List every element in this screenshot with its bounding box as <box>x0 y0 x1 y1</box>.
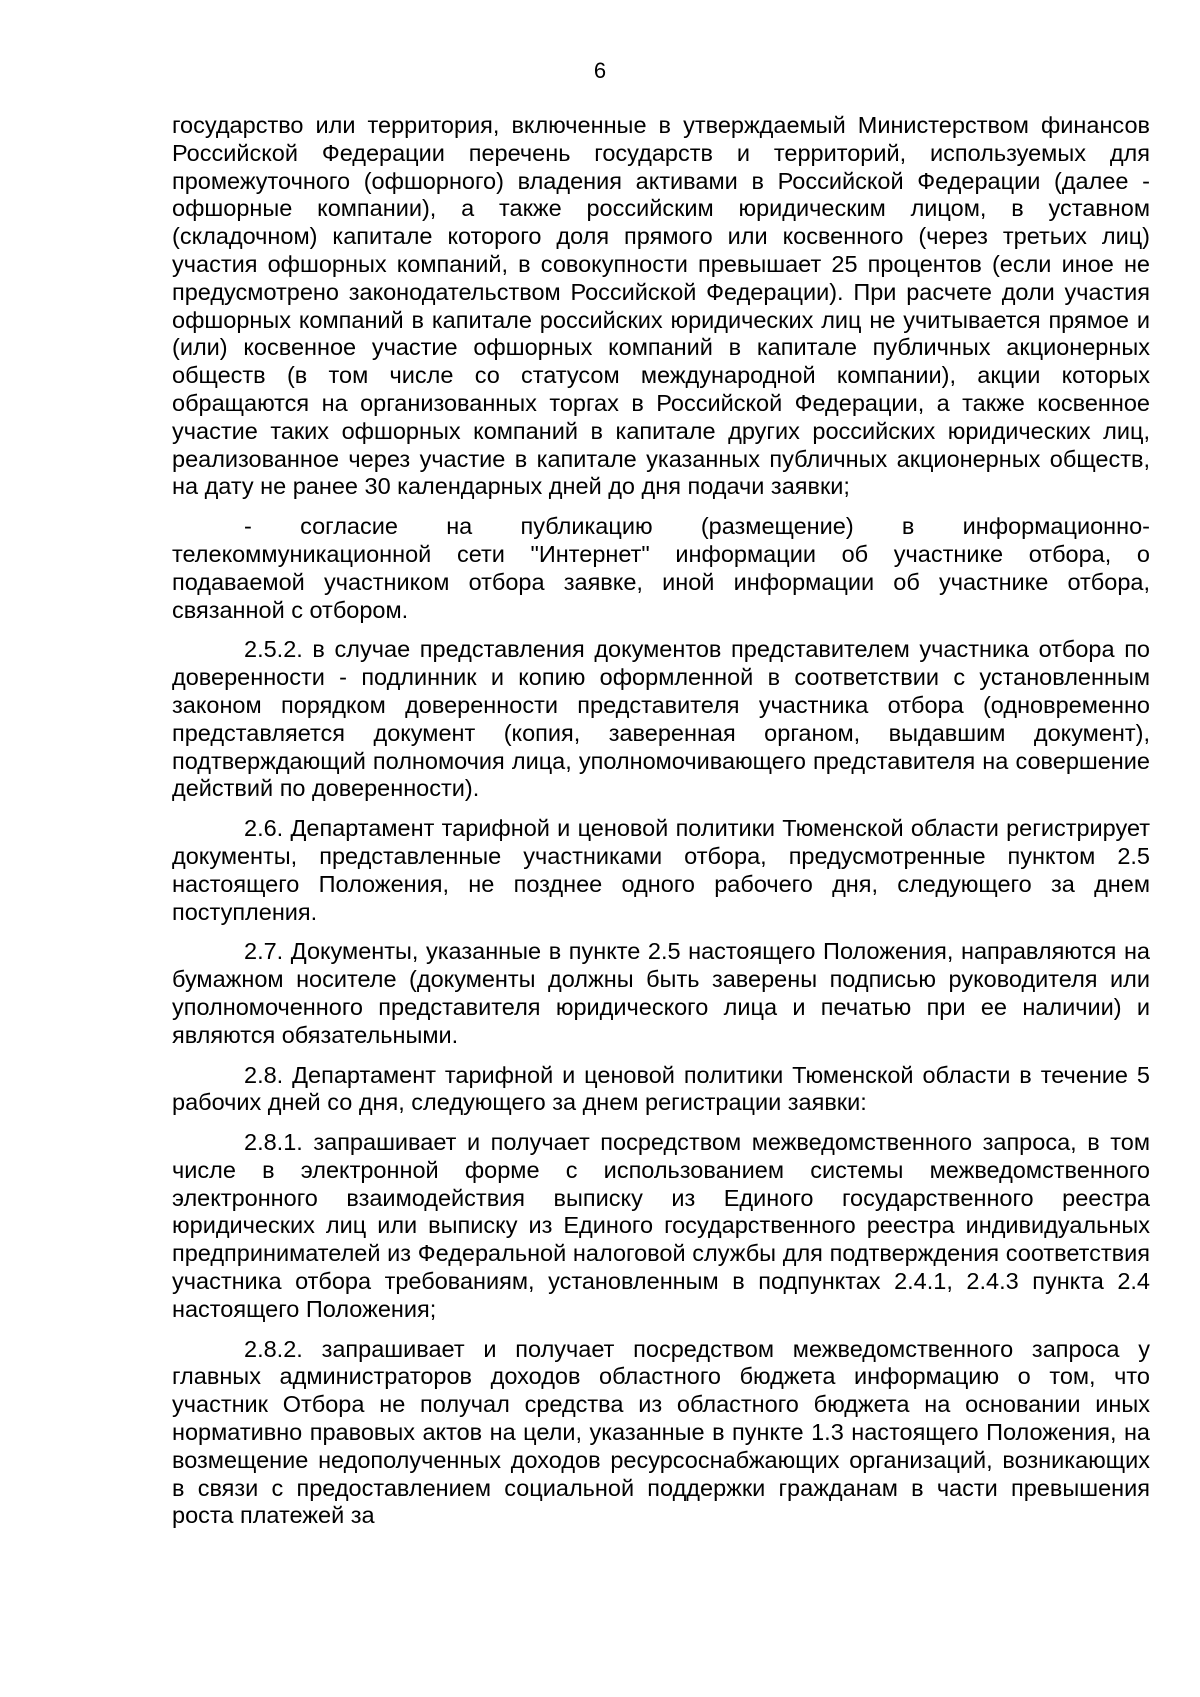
paragraph-offshore-companies: государство или территория, включенные в утверждаемый Министерством финансов Российской Федерации перечень государств и территорий, используемых для промежуточного (офшорного) владения активами в Российской Федерации (далее - офшорные компании), а также российским юридическим лицом, в уставном (складочном) капитале которого доля прямого или косвенного (через третьих лиц) участия офшорных компаний, в совокупности превышает 25 процентов (если иное не предусмотрено законодательством Российской Федерации). При расчете доли участия офшорных компаний в капитале российских юридических лиц не учитывается прямое и (или) косвенное участие офшорных компаний в капитале публичных акционерных обществ (в том числе со статусом международной компании), акции которых обращаются на организованных торгах в Российской Федерации, а также косвенное участие таких офшорных компаний в капитале других российских юридических лиц, реализованное через участие в капитале указанных публичных акционерных обществ, на дату не ранее 30 календарных дней до дня подачи заявки; <box>172 112 1150 500</box>
page-number: 6 <box>593 58 607 83</box>
paragraph-publication-consent: - согласие на публикацию (размещение) в информационно-телекоммуникационной сети "Интернет" информации об участнике отбора, о подаваемой участником отбора заявке, иной информации об участнике отбора, связанной с отбором. <box>172 513 1150 623</box>
paragraph-2-5-2: 2.5.2. в случае представления документов представителем участника отбора по доверенности - подлинник и копию оформленной в соответствии с установленным законом порядком доверенности представителя участника отбора (одновременно представляется документ (копия, заверенная органом, выдавшим документ), подтверждающий полномочия лица, уполномочивающего представителя на совершение действий по доверенности). <box>172 636 1150 802</box>
paragraph-2-8-1: 2.8.1. запрашивает и получает посредством межведомственного запроса, в том числе в электронной форме с использованием системы межведомственного электронного взаимодействия выписку из Единого государственного реестра юридических лиц или выписку из Единого государственного реестра индивидуальных предпринимателей из Федеральной налоговой службы для подтверждения соответствия участника отбора требованиям, установленным в подпунктах 2.4.1, 2.4.3 пункта 2.4 настоящего Положения; <box>172 1129 1150 1322</box>
paragraph-2-6: 2.6. Департамент тарифной и ценовой политики Тюменской области регистрирует документы, представленные участниками отбора, предусмотренные пунктом 2.5 настоящего Положения, не позднее одного рабочего дня, следующего за днем поступления. <box>172 815 1150 925</box>
paragraph-2-8-2: 2.8.2. запрашивает и получает посредством межведомственного запроса у главных администраторов доходов областного бюджета информацию о том, что участник Отбора не получал средства из областного бюджета на основании иных нормативно правовых актов на цели, указанные в пункте 1.3 настоящего Положения, на возмещение недополученных доходов ресурсоснабжающих организаций, возникающих в связи с предоставлением социальной поддержки гражданам в части превышения роста платежей за <box>172 1335 1150 1529</box>
document-body <box>172 112 1150 1542</box>
paragraph-2-7: 2.7. Документы, указанные в пункте 2.5 настоящего Положения, направляются на бумажном носителе (документы должны быть заверены подписью руководителя или уполномоченного представителя юридического лица и печатью при ее наличии) и являются обязательными. <box>172 938 1150 1048</box>
paragraph-2-8: 2.8. Департамент тарифной и ценовой политики Тюменской области в течение 5 рабочих дней со дня, следующего за днем регистрации заявки: <box>172 1061 1150 1116</box>
